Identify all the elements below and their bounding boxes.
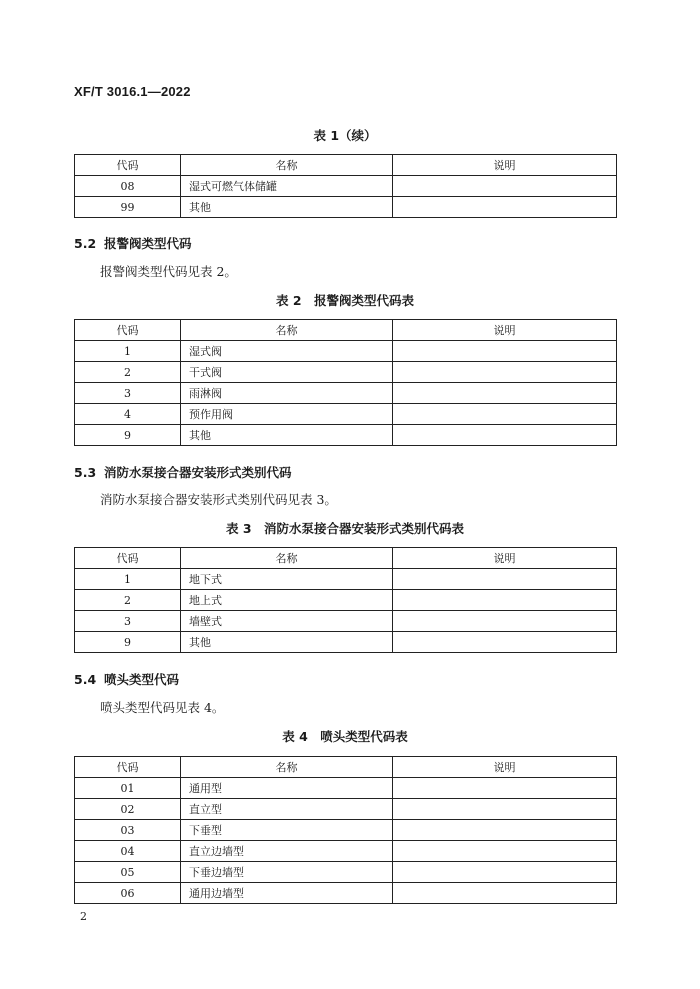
table-row bbox=[75, 197, 617, 218]
note-cell bbox=[393, 341, 617, 362]
table-row bbox=[75, 341, 617, 362]
table-row bbox=[75, 383, 617, 404]
code-column-header: 代码 bbox=[75, 155, 181, 176]
table-header-row bbox=[75, 155, 617, 176]
note-column-header: 说明 bbox=[393, 320, 617, 341]
table-4 bbox=[74, 756, 617, 904]
table-header-row bbox=[75, 548, 617, 569]
standard-code-header: XF/T 3016.1—2022 bbox=[74, 84, 191, 99]
code-cell: 3 bbox=[75, 611, 181, 632]
code-column-header: 代码 bbox=[75, 757, 181, 778]
code-column-header: 代码 bbox=[75, 320, 181, 341]
code-cell: 01 bbox=[75, 778, 181, 799]
note-cell bbox=[393, 362, 617, 383]
table-3 bbox=[74, 547, 617, 653]
table-header-row bbox=[75, 320, 617, 341]
section-title: 报警阀类型代码 bbox=[104, 236, 192, 251]
name-cell: 雨淋阀 bbox=[181, 383, 393, 404]
section-5-4-text: 喷头类型代码见表 4。 bbox=[100, 700, 225, 715]
table-row bbox=[75, 862, 617, 883]
name-cell: 下垂型 bbox=[181, 820, 393, 841]
name-cell: 预作用阀 bbox=[181, 404, 393, 425]
table-2 bbox=[74, 319, 617, 446]
table-header-row bbox=[75, 757, 617, 778]
section-number: 5.3 bbox=[74, 465, 97, 480]
table-row bbox=[75, 778, 617, 799]
table-4-caption: 表 4 喷头类型代码表 bbox=[282, 729, 408, 744]
name-cell: 下垂边墙型 bbox=[181, 862, 393, 883]
name-cell: 通用边墙型 bbox=[181, 883, 393, 904]
table-row bbox=[75, 841, 617, 862]
name-cell: 地上式 bbox=[181, 590, 393, 611]
name-cell: 直立型 bbox=[181, 799, 393, 820]
section-number: 5.2 bbox=[74, 236, 97, 251]
table-1-caption: 表 1（续） bbox=[313, 128, 377, 143]
name-cell: 地下式 bbox=[181, 569, 393, 590]
note-cell bbox=[393, 590, 617, 611]
section-5-2-text: 报警阀类型代码见表 2。 bbox=[100, 264, 237, 279]
table-2-caption: 表 2 报警阀类型代码表 bbox=[275, 293, 415, 308]
code-cell: 2 bbox=[75, 590, 181, 611]
name-cell: 直立边墙型 bbox=[181, 841, 393, 862]
name-cell: 墙壁式 bbox=[181, 611, 393, 632]
code-cell: 03 bbox=[75, 820, 181, 841]
name-column-header: 名称 bbox=[181, 155, 393, 176]
section-5-2-heading bbox=[74, 234, 192, 252]
note-cell bbox=[393, 425, 617, 446]
code-cell: 1 bbox=[75, 341, 181, 362]
section-5-3-heading bbox=[74, 463, 292, 481]
note-column-header: 说明 bbox=[393, 548, 617, 569]
name-cell: 其他 bbox=[181, 197, 393, 218]
note-cell bbox=[393, 799, 617, 820]
note-cell bbox=[393, 611, 617, 632]
name-column-header: 名称 bbox=[181, 548, 393, 569]
name-cell: 其他 bbox=[181, 425, 393, 446]
table-row bbox=[75, 362, 617, 383]
code-cell: 9 bbox=[75, 632, 181, 653]
name-cell: 通用型 bbox=[181, 778, 393, 799]
code-cell: 05 bbox=[75, 862, 181, 883]
code-cell: 2 bbox=[75, 362, 181, 383]
table-row bbox=[75, 590, 617, 611]
code-cell: 1 bbox=[75, 569, 181, 590]
note-cell bbox=[393, 632, 617, 653]
page-number: 2 bbox=[80, 910, 87, 923]
code-cell: 4 bbox=[75, 404, 181, 425]
section-title: 喷头类型代码 bbox=[104, 672, 180, 687]
table-1 bbox=[74, 154, 617, 218]
code-cell: 08 bbox=[75, 176, 181, 197]
table-row bbox=[75, 176, 617, 197]
note-cell bbox=[393, 383, 617, 404]
table-row bbox=[75, 611, 617, 632]
code-cell: 3 bbox=[75, 383, 181, 404]
name-cell: 干式阀 bbox=[181, 362, 393, 383]
section-number: 5.4 bbox=[74, 672, 97, 687]
note-cell bbox=[393, 176, 617, 197]
note-cell bbox=[393, 404, 617, 425]
name-cell: 湿式可燃气体储罐 bbox=[181, 176, 393, 197]
table-row bbox=[75, 404, 617, 425]
table-row bbox=[75, 632, 617, 653]
table-row bbox=[75, 820, 617, 841]
note-cell bbox=[393, 778, 617, 799]
note-column-header: 说明 bbox=[393, 155, 617, 176]
note-column-header: 说明 bbox=[393, 757, 617, 778]
note-cell bbox=[393, 197, 617, 218]
table-row bbox=[75, 569, 617, 590]
table-row bbox=[75, 425, 617, 446]
name-column-header: 名称 bbox=[181, 320, 393, 341]
name-cell: 湿式阀 bbox=[181, 341, 393, 362]
name-column-header: 名称 bbox=[181, 757, 393, 778]
code-column-header: 代码 bbox=[75, 548, 181, 569]
code-cell: 9 bbox=[75, 425, 181, 446]
code-cell: 06 bbox=[75, 883, 181, 904]
code-cell: 99 bbox=[75, 197, 181, 218]
section-title: 消防水泵接合器安装形式类别代码 bbox=[104, 465, 292, 480]
section-5-4-heading bbox=[74, 670, 179, 688]
note-cell bbox=[393, 569, 617, 590]
code-cell: 04 bbox=[75, 841, 181, 862]
table-row bbox=[75, 799, 617, 820]
code-cell: 02 bbox=[75, 799, 181, 820]
table-row bbox=[75, 883, 617, 904]
note-cell bbox=[393, 862, 617, 883]
note-cell bbox=[393, 841, 617, 862]
table-3-caption: 表 3 消防水泵接合器安装形式类别代码表 bbox=[225, 521, 465, 536]
note-cell bbox=[393, 820, 617, 841]
section-5-3-text: 消防水泵接合器安装形式类别代码见表 3。 bbox=[100, 492, 337, 507]
note-cell bbox=[393, 883, 617, 904]
name-cell: 其他 bbox=[181, 632, 393, 653]
